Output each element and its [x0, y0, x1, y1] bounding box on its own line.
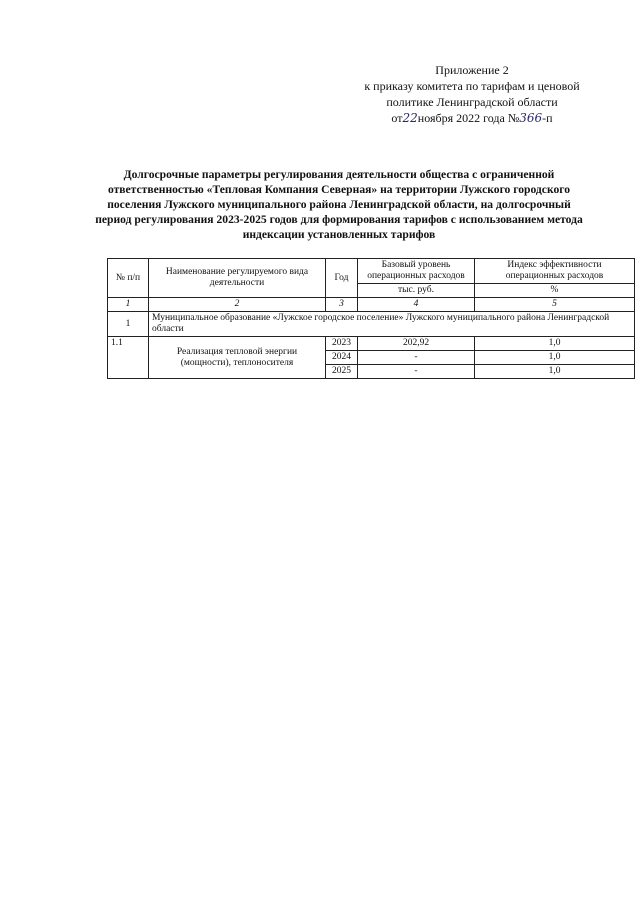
- group-name: Муниципальное образование «Лужское городское поселение» Лужского муниципального района Ленинградской области: [149, 312, 635, 337]
- row-year: 2025: [326, 365, 358, 379]
- row-base: -: [358, 365, 475, 379]
- group-num: 1: [108, 312, 149, 337]
- unit-index: %: [475, 284, 635, 298]
- item-num: 1.1: [108, 337, 149, 379]
- row-year: 2024: [326, 351, 358, 365]
- title-line: период регулирования 2023-2025 годов для формирования тарифов с использованием метода: [95, 213, 583, 226]
- column-number: 1: [108, 298, 149, 312]
- column-number: 4: [358, 298, 475, 312]
- row-index: 1,0: [475, 337, 635, 351]
- column-numbers-row: [108, 298, 635, 312]
- appendix-date-line: [352, 110, 592, 126]
- date-middle: ноября 2022 года №: [417, 111, 520, 125]
- row-year: 2023: [326, 337, 358, 351]
- header-year: Год: [326, 259, 358, 298]
- unit-base: тыс. руб.: [358, 284, 475, 298]
- order-number: 366: [519, 111, 543, 125]
- column-number: 5: [475, 298, 635, 312]
- row-base: 202,92: [358, 337, 475, 351]
- header-base-level: Базовый уровень операционных расходов: [358, 259, 475, 284]
- date-day: 22: [402, 111, 418, 125]
- document-title: [84, 167, 594, 242]
- header-row: [108, 259, 635, 284]
- column-number: 3: [326, 298, 358, 312]
- row-index: 1,0: [475, 351, 635, 365]
- header-efficiency-index: Индекс эффективности операционных расходов: [475, 259, 635, 284]
- table-row: [108, 337, 635, 351]
- appendix-title: Приложение 2: [435, 63, 509, 77]
- appendix-committee-line: политике Ленинградской области: [386, 95, 558, 109]
- parameters-table: [107, 258, 635, 379]
- header-activity: Наименование регулируемого вида деятельности: [149, 259, 326, 298]
- title-line: ответственностью «Тепловая Компания Северная» на территории Лужского городского: [107, 183, 571, 196]
- appendix-header: [352, 62, 592, 126]
- row-index: 1,0: [475, 365, 635, 379]
- item-name: Реализация тепловой энергии (мощности), теплоносителя: [149, 337, 326, 379]
- appendix-order-line: к приказу комитета по тарифам и ценовой: [364, 79, 580, 93]
- date-prefix: от: [391, 111, 403, 125]
- date-suffix: -п: [542, 111, 553, 125]
- group-row: [108, 312, 635, 337]
- title-line: поселения Лужского муниципального района Ленинградской области, на долгосрочный: [107, 198, 571, 211]
- title-line: Долгосрочные параметры регулирования деятельности общества с ограниченной: [123, 168, 555, 181]
- title-line: индексации установленных тарифов: [242, 228, 436, 241]
- header-num: № п/п: [108, 259, 149, 298]
- row-base: -: [358, 351, 475, 365]
- column-number: 2: [149, 298, 326, 312]
